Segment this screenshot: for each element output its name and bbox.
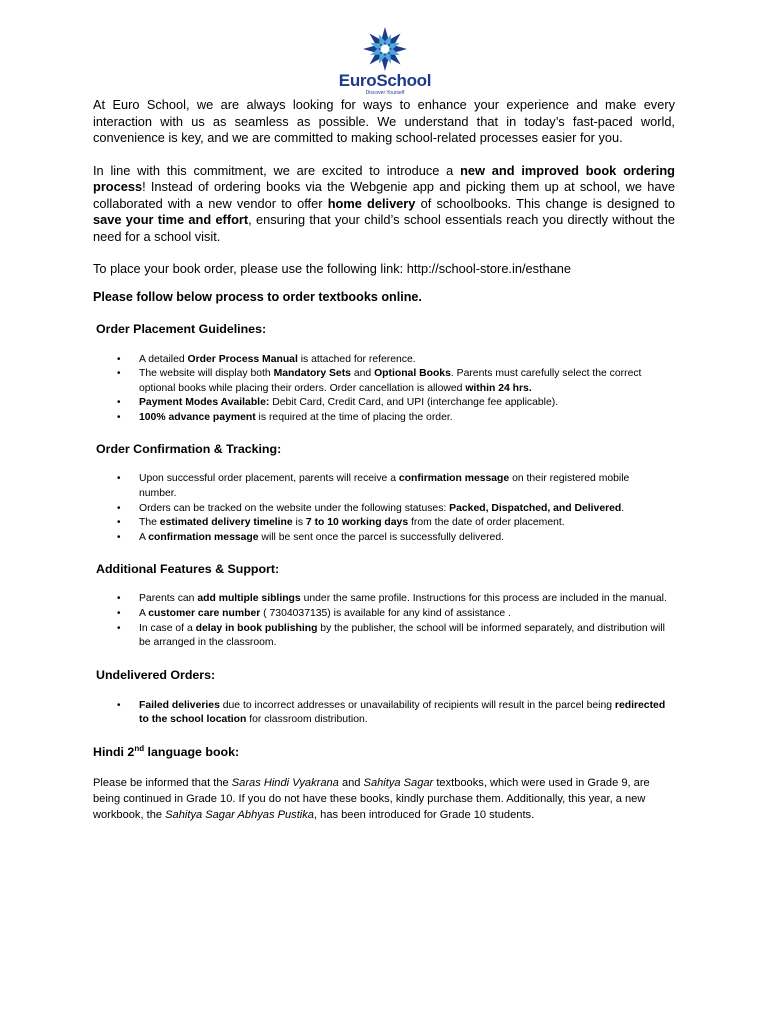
hindi-paragraph: Please be informed that the Saras Hindi Vyakrana and Sahitya Sagar textbooks, which were used in Grade 9, are being continued in Grade 10. If you do not have these books, kindly purchase them. Additionally, this year, a new workbook, the Sahitya Sagar Abhyas Pustika, has been introduced for Grade 10 students. <box>93 777 650 822</box>
section-heading-support: Additional Features & Support: <box>96 562 280 577</box>
list-item: • Failed deliveries due to incorrect addresses or unavailability of recipients will result in the parcel being redirected to the school location for classroom distribution. <box>117 699 666 726</box>
list-item: • A confirmation message will be sent once the parcel is successfully delivered. <box>117 531 505 543</box>
list-item: • Orders can be tracked on the website under the following statuses: Packed, Dispatched, and Delivered. <box>117 502 625 514</box>
list-item: • The estimated delivery timeline is 7 to 10 working days from the date of order placement. <box>117 517 565 529</box>
list-item: • A customer care number ( 7304037135) is available for any kind of assistance . <box>117 608 511 620</box>
section-heading-placement: Order Placement Guidelines: <box>96 321 267 336</box>
order-link-line: To place your book order, please use the following link: http://school-store.in/esthane <box>93 261 572 276</box>
list-item: • Payment Modes Available: Debit Card, Credit Card, and UPI (interchange fee applicable). <box>117 397 559 409</box>
euroschool-logo <box>333 26 437 96</box>
confirmation-list <box>93 472 675 545</box>
section-heading-undelivered: Undelivered Orders: <box>96 667 216 682</box>
list-item: • Parents can add multiple siblings under the same profile. Instructions for this process are included in the manual. <box>117 593 667 605</box>
undelivered-list <box>93 699 675 728</box>
commitment-paragraph: In line with this commitment, we are excited to introduce a new and improved book ordering process! Instead of ordering books via the Webgenie app and picking them up at school, we have collaborated with a new vendor to offer home delivery of schoolbooks. This change is designed to save your time and effort, ensuring that your child’s school essentials reach you directly without the need for a school visit. <box>93 162 675 244</box>
list-item: • Upon successful order placement, parents will receive a confirmation message on their registered mobile number. <box>117 473 630 500</box>
list-item: • The website will display both Mandatory Sets and Optional Books. Parents must carefully select the correct optional books while placing their orders. Order cancellation is allowed within 24 hrs. <box>117 368 642 394</box>
placement-list <box>93 353 675 426</box>
letter-body <box>93 97 675 823</box>
star-emblem-icon <box>362 26 408 72</box>
logo-tagline: Discover Yourself <box>365 90 405 96</box>
logo-wordmark: EuroSchool <box>338 71 432 90</box>
section-heading-hindi: Hindi 2nd language book: <box>93 744 240 760</box>
list-item: • A detailed Order Process Manual is attached for reference. <box>117 353 416 365</box>
support-list <box>93 592 675 650</box>
intro-paragraph: At Euro School, we are always looking for ways to enhance your experience and make every interaction with us as seamless as possible. We understand that in today’s fast-paced world, convenience is key, and we are committed to making school-related processes easier for you. <box>93 97 675 145</box>
list-item: • In case of a delay in book publishing by the publisher, the school will be informed separately, and distribution will be arranged in the classroom. <box>117 622 665 649</box>
store-link[interactable]: http://school-store.in/esthane <box>406 261 572 276</box>
section-heading-confirmation: Order Confirmation & Tracking: <box>96 442 282 457</box>
process-heading: Please follow below process to order textbooks online. <box>93 289 422 304</box>
list-item: • 100% advance payment is required at the time of placing the order. <box>117 411 453 423</box>
